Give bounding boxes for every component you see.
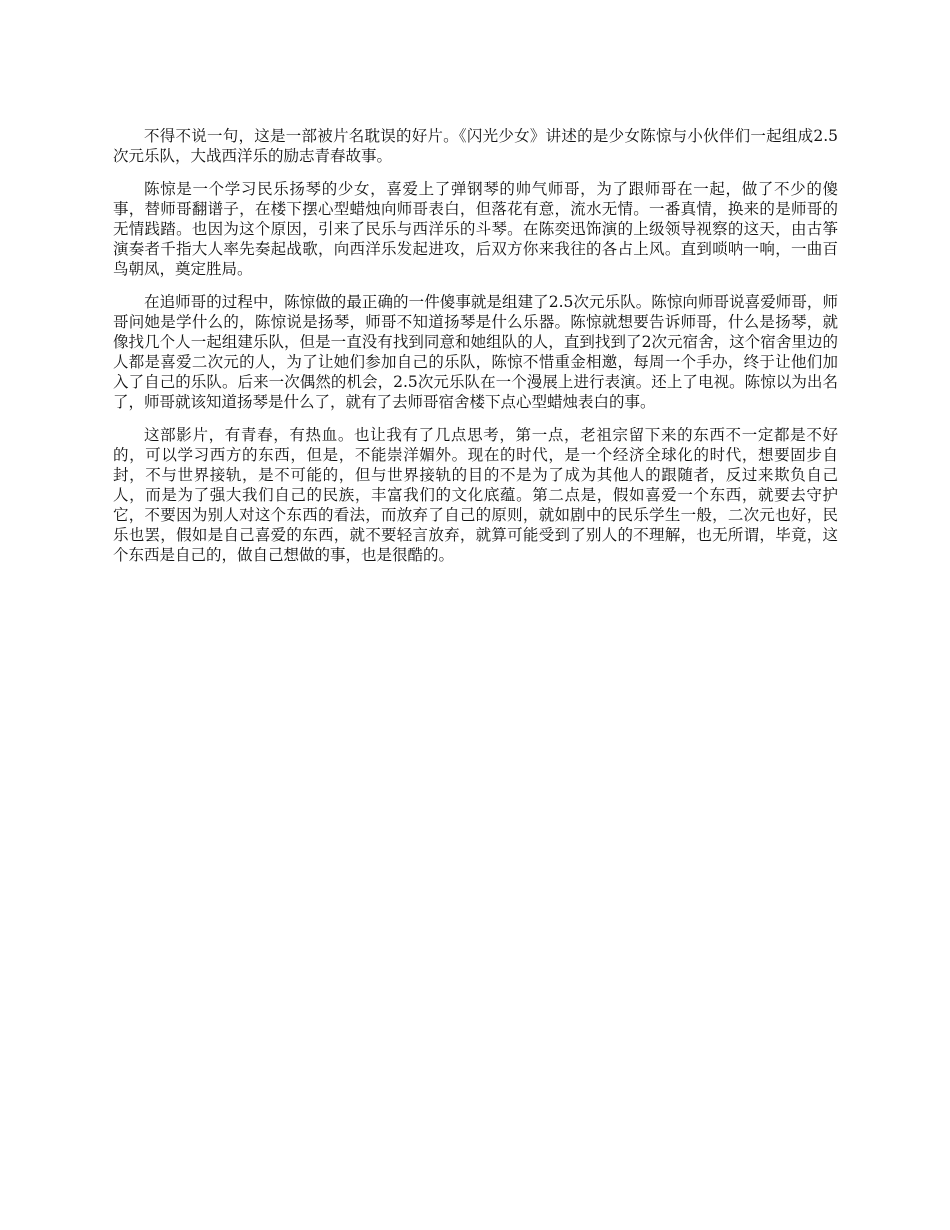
paragraph-reflection: 这部影片，有青春，有热血。也让我有了几点思考，第一点，老祖宗留下来的东西不一定都是不好的，可以学习西方的东西，但是，不能崇洋媚外。现在的时代，是一个经济全球化的时代，想要固步自封，不与世界接轨，是不可能的，但与世界接轨的目的不是为了成为其他人的跟随者，反过来欺负自己人，而是为了强大我们自己的民族，丰富我们的文化底蕴。第二点是，假如喜爱一个东西，就要去守护它，不要因为别人对这个东西的看法，而放弃了自己的原则，就如剧中的民乐学生一般，二次元也好，民乐也罢，假如是自己喜爱的东西，就不要轻言放弃，就算可能受到了别人的不理解，也无所谓，毕竟，这个东西是自己的，做自己想做的事，也是很酷的。	[113, 426, 838, 564]
paragraph-plot: 陈惊是一个学习民乐扬琴的少女，喜爱上了弹钢琴的帅气师哥，为了跟师哥在一起，做了不少的傻事，替师哥翻谱子，在楼下摆心型蜡烛向师哥表白，但落花有意，流水无情。一番真情，换来的是师哥的无情践踏。也因为这个原因，引来了民乐与西洋乐的斗琴。在陈奕迅饰演的上级领导视察的这天，由古筝演奏者千指大人率先奏起战歌，向西洋乐发起进攻，后双方你来我往的各占上风。直到唢呐一响，一曲百鸟朝凤，奠定胜局。	[113, 180, 838, 278]
document-body	[113, 126, 838, 578]
paragraph-band: 在追师哥的过程中，陈惊做的最正确的一件傻事就是组建了2.5次元乐队。陈惊向师哥说喜爱师哥，师哥问她是学什么的，陈惊说是扬琴，师哥不知道扬琴是什么乐器。陈惊就想要告诉师哥，什么是扬琴，就像找几个人一起组建乐队，但是一直没有找到同意和她组队的人，直到找到了2次元宿舍，这个宿舍里边的人都是喜爱二次元的人，为了让她们参加自己的乐队，陈惊不惜重金相邀，每周一个手办，终于让他们加入了自己的乐队。后来一次偶然的机会，2.5次元乐队在一个漫展上进行表演。还上了电视。陈惊以为出名了，师哥就该知道扬琴是什么了，就有了去师哥宿舍楼下点心型蜡烛表白的事。	[113, 293, 838, 411]
paragraph-intro: 不得不说一句，这是一部被片名耽误的好片。《闪光少女》讲述的是少女陈惊与小伙伴们一起组成2.5次元乐队，大战西洋乐的励志青春故事。	[113, 127, 838, 165]
